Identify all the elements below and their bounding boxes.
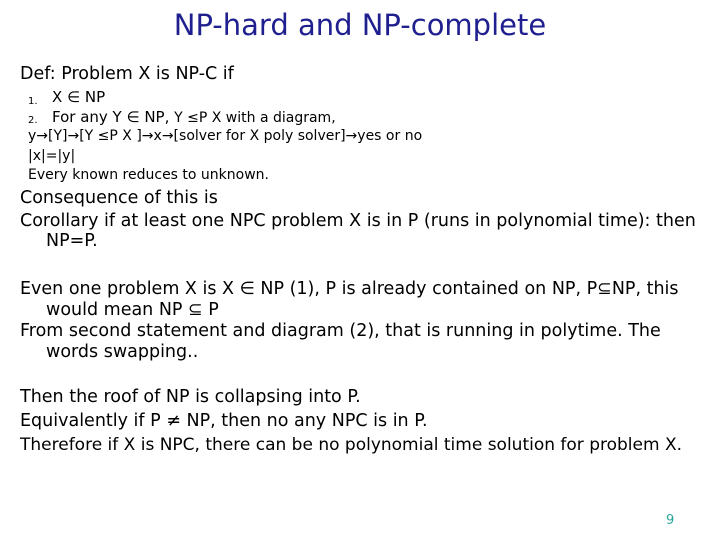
therefore-line: Therefore if X is NPC, there can be no polynomial time solution for problem X. bbox=[20, 435, 682, 455]
list-number-1: 1. bbox=[28, 96, 38, 107]
paragraph-even-line-2: would mean NP ⊆ P bbox=[46, 300, 219, 320]
list-item-1: X ∈ NP bbox=[52, 88, 106, 106]
list-item-2-part-a: For any Y ∈ NP, bbox=[52, 108, 175, 126]
equivalently-line: Equivalently if P ≠ NP, then no any NPC is in P. bbox=[20, 411, 428, 431]
paragraph-from-line-1: From second statement and diagram (2), that is running in polytime. The bbox=[20, 321, 661, 341]
corollary-line-2: NP=P. bbox=[46, 231, 98, 251]
list-item-2 bbox=[52, 107, 336, 126]
then-line: Then the roof of NP is collapsing into P. bbox=[20, 387, 361, 407]
paragraph-from-line-2: words swapping.. bbox=[46, 342, 199, 362]
list-item-2-part-b: Y ≤P X with a diagram, bbox=[174, 110, 336, 126]
paragraph-even-line-1: Even one problem X is X ∈ NP (1), P is already contained on NP, P⊆NP, this bbox=[20, 279, 679, 299]
reduce-line: Every known reduces to unknown. bbox=[28, 167, 270, 183]
corollary-line-1: Corollary if at least one NPC problem X is in P (runs in polynomial time): then bbox=[20, 211, 696, 231]
list-number-2: 2. bbox=[28, 115, 38, 126]
definition-line: Def: Problem X is NP-C if bbox=[20, 64, 234, 84]
page-number: 9 bbox=[666, 513, 675, 528]
consequence-line: Consequence of this is bbox=[20, 188, 218, 208]
diagram-line: y→[Y]→[Y ≤P X ]→x→[solver for X poly solver]→yes or no bbox=[28, 128, 423, 144]
slide-title: NP-hard and NP-complete bbox=[173, 8, 547, 42]
size-line: |x|=|y| bbox=[28, 148, 76, 164]
